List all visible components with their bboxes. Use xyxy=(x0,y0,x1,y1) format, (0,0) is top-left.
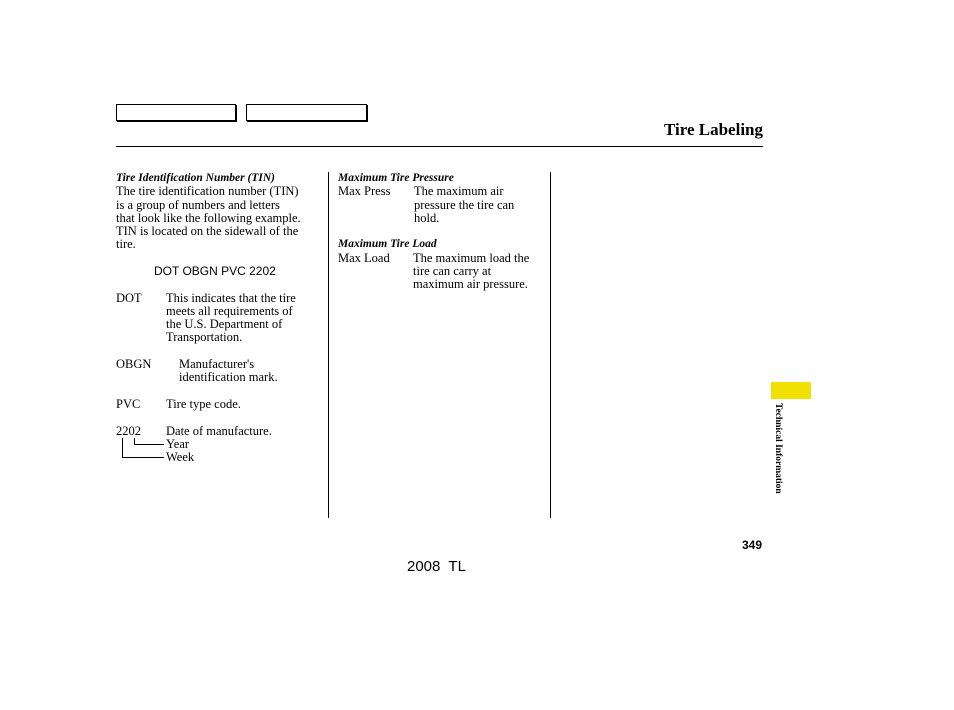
max-pressure-description: hold. xyxy=(414,211,440,225)
dot-term: DOT xyxy=(116,291,142,305)
pvc-description: Tire type code. xyxy=(166,397,241,411)
week-label: Week xyxy=(166,450,195,464)
page-number: 349 xyxy=(741,538,762,552)
nav-button-previous[interactable] xyxy=(116,104,236,121)
tin-heading: Tire Identification Number (TIN) xyxy=(116,172,275,184)
nav-button-next[interactable] xyxy=(246,104,367,121)
max-pressure-description: The maximum air xyxy=(414,184,504,198)
max-load-term: Max Load xyxy=(338,251,390,265)
tin-intro-line: tire. xyxy=(116,237,136,251)
tin-example: DOT OBGN PVC 2202 xyxy=(154,264,276,278)
year-label: Year xyxy=(166,437,190,451)
dot-description: meets all requirements of xyxy=(166,304,293,318)
column-divider-left xyxy=(328,172,329,518)
title-divider xyxy=(116,146,763,147)
pvc-term: PVC xyxy=(116,397,141,411)
dot-description: This indicates that the tire xyxy=(166,291,296,305)
max-load-description: tire can carry at xyxy=(413,264,492,278)
max-pressure-heading: Maximum Tire Pressure xyxy=(338,172,454,184)
tin-intro-line: TIN is located on the sidewall of the xyxy=(116,224,299,238)
date-term: 2202 xyxy=(116,424,141,438)
section-tab xyxy=(771,382,811,399)
date-description: Date of manufacture. xyxy=(166,424,272,438)
week-bracket xyxy=(122,438,164,458)
max-pressure-description: pressure the tire can xyxy=(414,198,515,212)
dot-description: Transportation. xyxy=(166,330,243,344)
tin-intro-line: that look like the following example. xyxy=(116,211,301,225)
column-divider-right xyxy=(550,172,551,518)
obgn-term: OBGN xyxy=(116,357,152,371)
max-pressure-term: Max Press xyxy=(338,184,391,198)
page-title: Tire Labeling xyxy=(663,120,763,139)
obgn-description: identification mark. xyxy=(179,370,278,384)
tin-intro-line: is a group of numbers and letters xyxy=(116,198,280,212)
max-load-description: maximum air pressure. xyxy=(413,277,528,291)
obgn-description: Manufacturer's xyxy=(179,357,255,371)
max-load-heading: Maximum Tire Load xyxy=(338,238,437,250)
max-load-description: The maximum load the xyxy=(413,251,530,265)
dot-description: the U.S. Department of xyxy=(166,317,283,331)
section-label: Technical Information xyxy=(773,403,783,494)
model-footer: 2008 TL xyxy=(407,558,466,575)
tin-intro-line: The tire identification number (TIN) xyxy=(116,184,299,198)
